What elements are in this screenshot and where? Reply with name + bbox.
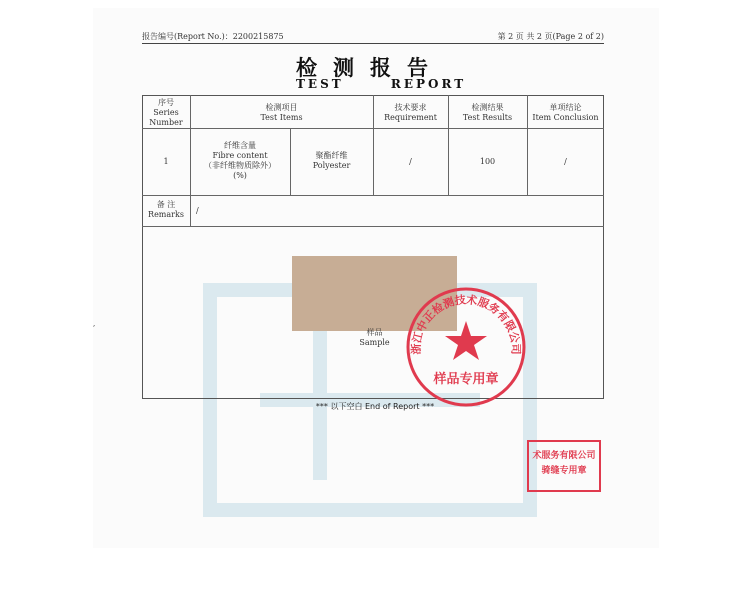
header-test-results: 检测结果 Test Results: [462, 103, 513, 122]
header-conclusion: 单项结论 Item Conclusion: [532, 103, 599, 122]
title-chinese: 检测报告: [296, 55, 444, 80]
svg-text:浙江中正检测技术服务有限公司: 浙江中正检测技术服务有限公司: [409, 293, 523, 355]
table-rule: [142, 226, 604, 227]
header-rule: [142, 43, 604, 44]
remarks-value: /: [196, 206, 199, 215]
row-result: 100: [479, 157, 496, 166]
row-test-item: 纤维含量 Fibre content （非纤维物质除外） (%): [204, 141, 276, 180]
row-number: 1: [163, 157, 169, 166]
seam-seal-stamp: 术服务有限公司 骑缝专用章: [527, 440, 601, 492]
title-english: TEST REPORT: [296, 77, 467, 91]
remarks-label: 备 注 Remarks: [148, 200, 184, 219]
row-fibre-type: 聚酯纤维 Polyester: [312, 151, 351, 170]
header-requirement: 技术要求 Requirement: [384, 103, 437, 122]
table-rule: [142, 195, 604, 196]
row-conclusion: /: [564, 157, 567, 166]
row-requirement: /: [409, 157, 412, 166]
end-of-report: *** 以下空白 End of Report ***: [315, 402, 435, 411]
page-indicator: 第 2 页 共 2 页(Page 2 of 2): [497, 32, 604, 41]
header-test-items: 检测项目 Test Items: [260, 103, 303, 122]
header-series: 序号 Series Number: [149, 98, 183, 127]
sample-seal-stamp: [404, 285, 528, 409]
report-number: 报告编号(Report No.)：2200215875: [142, 32, 284, 41]
svg-text:样品专用章: 样品专用章: [433, 372, 499, 387]
margin-mark: ,: [93, 320, 96, 328]
sample-label: 样品 Sample: [359, 328, 390, 347]
